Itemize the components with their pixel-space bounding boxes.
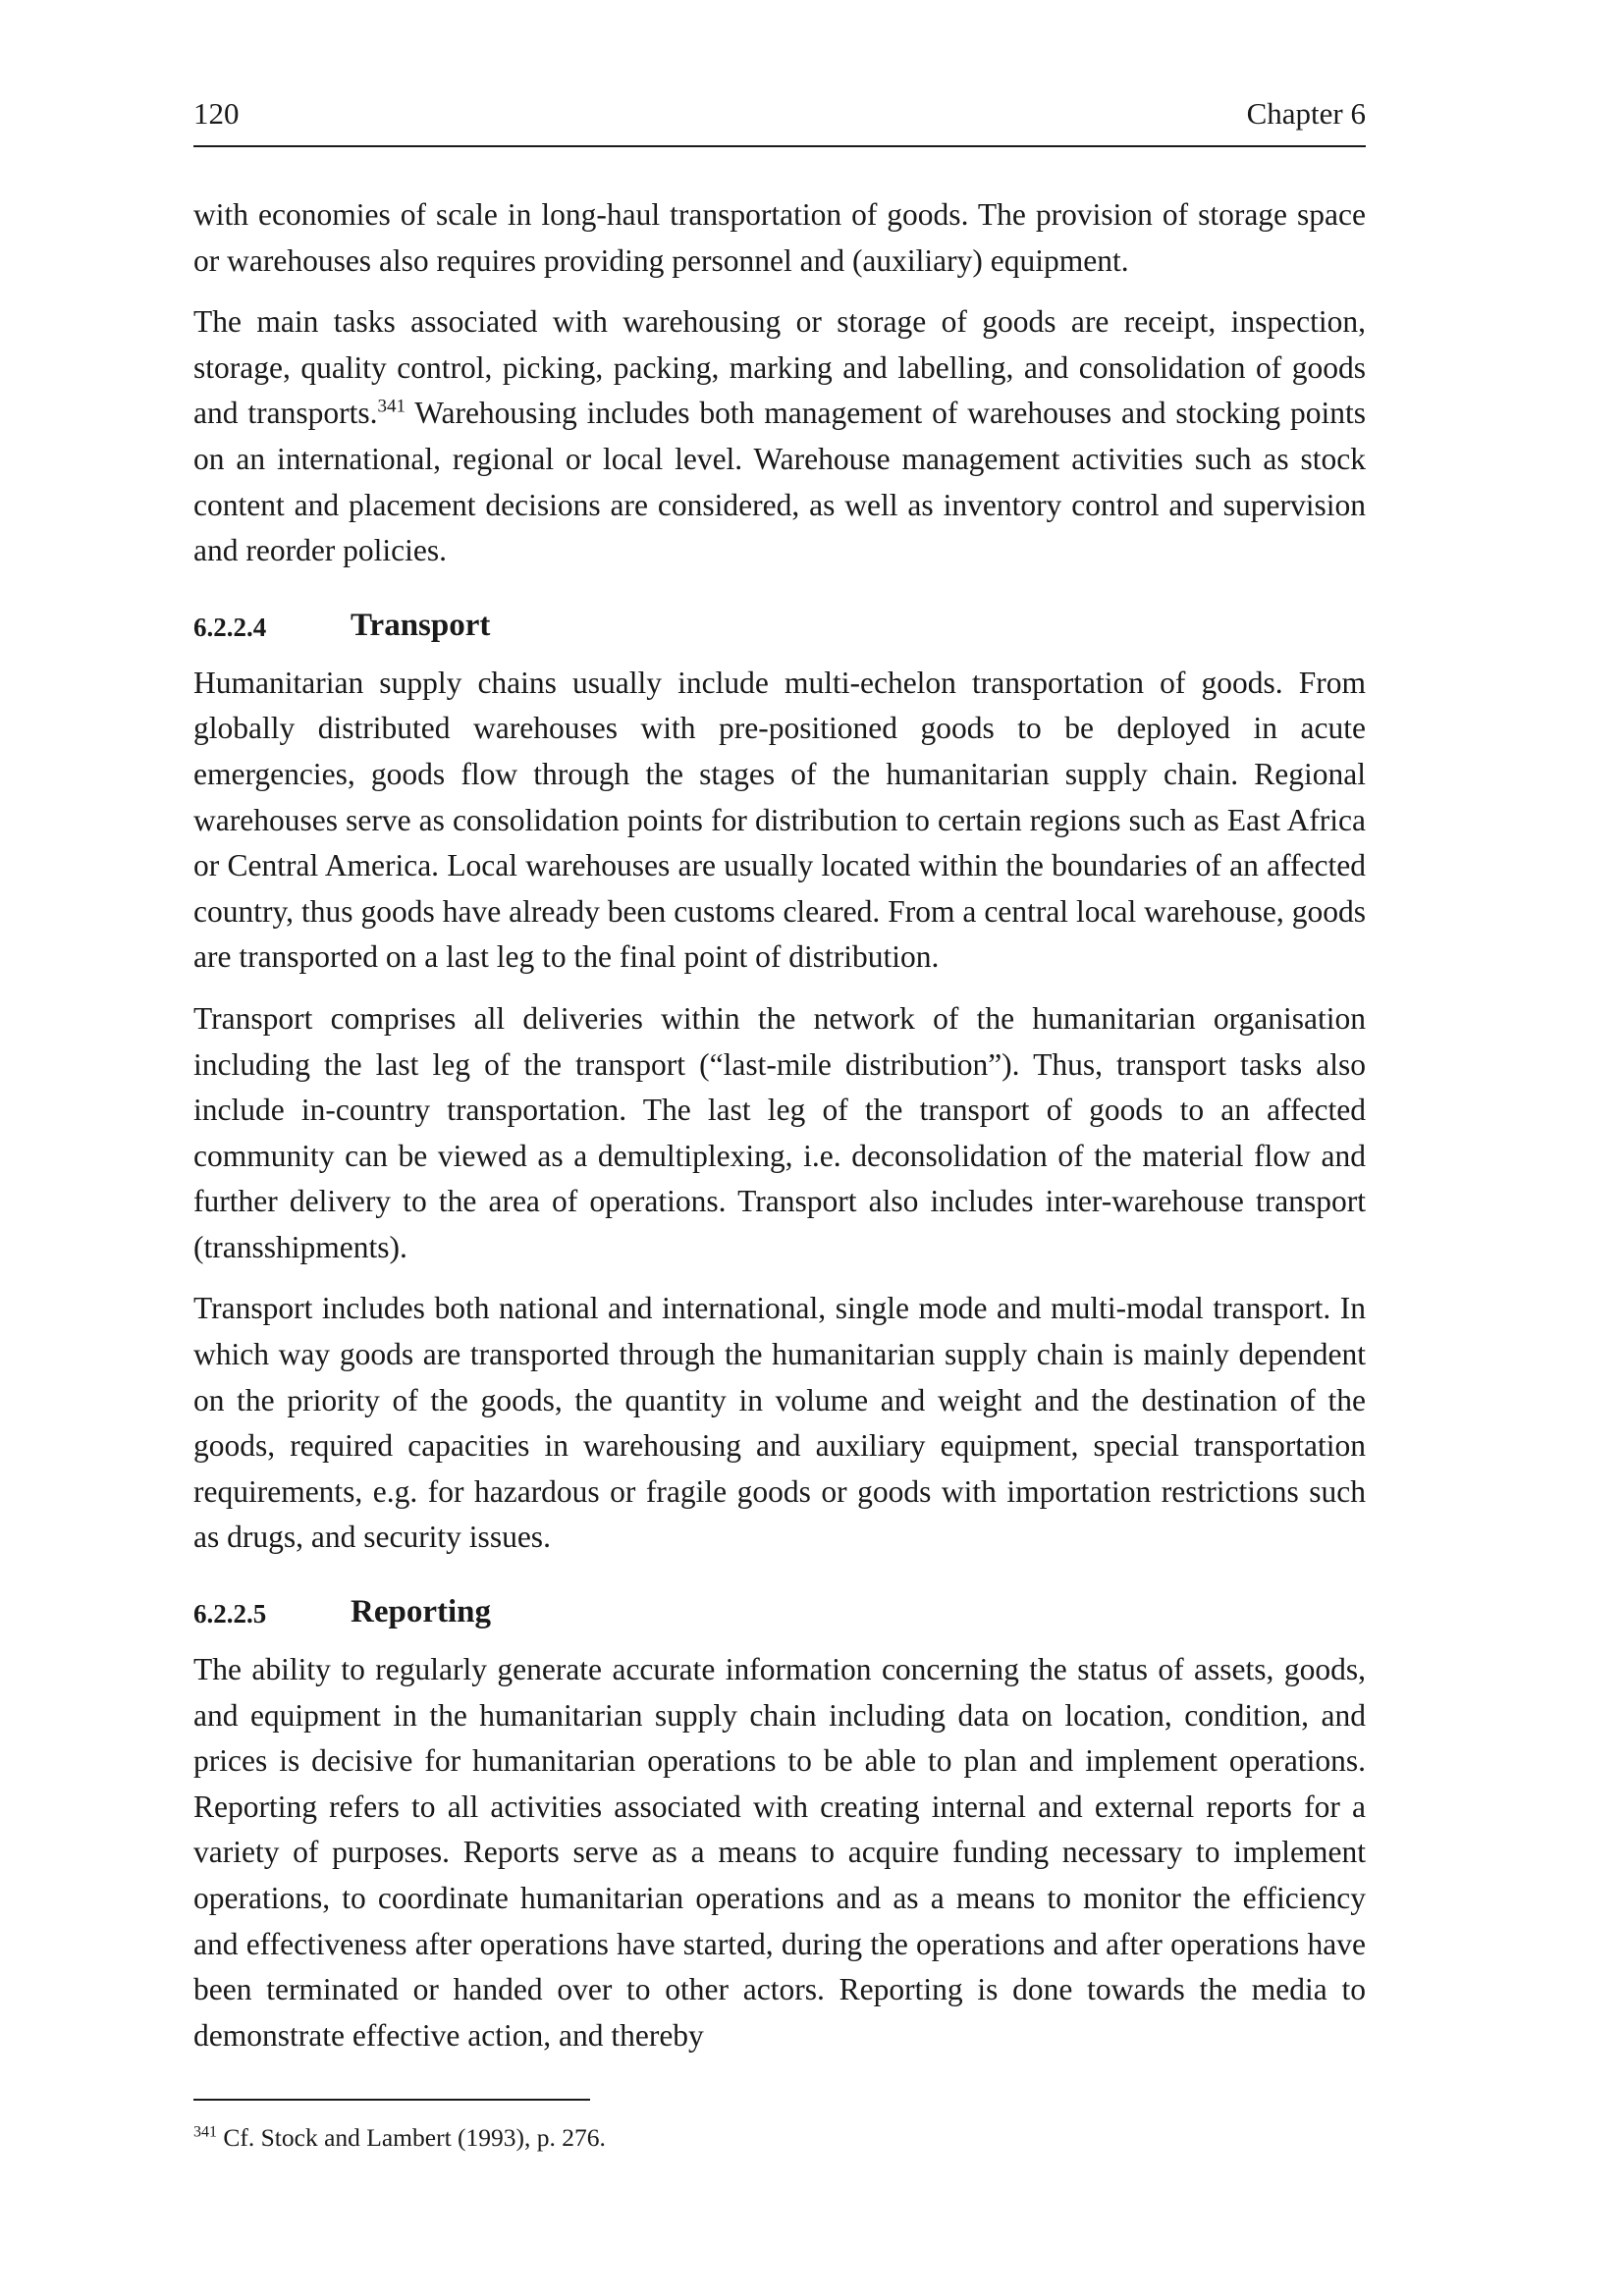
paragraph-warehousing-tasks-part1: The main tasks associated with warehousing or storage of goods are receipt, inspection, storage, quality control, picking, packing, marking and labelling, and consolidation of goods and transports. — [193, 304, 1366, 431]
body-text — [193, 192, 1366, 2074]
section-title: Reporting — [351, 1594, 491, 1630]
footnote-text: Cf. Stock and Lambert (1993), p. 276. — [217, 2123, 606, 2152]
footnote-marker: 341 — [193, 2123, 217, 2141]
running-header — [193, 94, 1366, 147]
paragraph-warehousing-tasks — [193, 299, 1366, 574]
page-number: 120 — [193, 96, 240, 131]
section-number: 6.2.2.4 — [193, 612, 267, 642]
section-title: Transport — [351, 607, 491, 643]
footnote-reference-341[interactable]: 341 — [377, 396, 406, 417]
section-heading-reporting — [193, 1588, 1366, 1637]
footnote-divider — [193, 2099, 590, 2101]
paragraph-transport-modes: Transport includes both national and international, single mode and multi-modal transport. In which way goods are transported through the humanitarian supply chain is mainly dependent on the priority of the goods, the quantity in volume and weight and the destination of the goods, required capacities in warehousing and auxiliary equipment, special transportation requirements, e.g. for hazardous or fragile goods or goods with importation restrictions such as drugs, and security issues. — [193, 1291, 1366, 1555]
section-heading-transport — [193, 602, 1366, 651]
paragraph-multi-echelon: Humanitarian supply chains usually include multi-echelon transportation of goods. From globally distributed warehouses with pre-positioned goods to be deployed in acute emergencies, goods flow through the stages of the humanitarian supply chain. Regional warehouses serve as consolidation points for distribution to certain regions such as East Africa or Central America. Local warehouses are usually located within the boundaries of an affected country, thus goods have already been customs cleared. From a central local warehouse, goods are transported on a last leg to the final point of distribution. — [193, 665, 1366, 975]
paragraph-warehousing-tasks-part2: Warehousing includes both management of warehouses and stocking points on an international, regional or local level. Warehouse management activities such as stock content and placement decisions are considered, as well as inventory control and supervision and reorder policies. — [193, 396, 1366, 568]
paragraph-reporting: The ability to regularly generate accurate information concerning the status of assets, goods, and equipment in the humanitarian supply chain including data on location, condition, and prices is decisive for humanitarian operations to be able to plan and implement operations. Reporting refers to all activities associated with creating internal and external reports for a variety of purposes. Reports serve as a means to acquire funding necessary to implement operations, to coordinate humanitarian operations and as a means to monitor the efficiency and effectiveness after operations have started, during the operations and after operations have been terminated or handed over to other actors. Reporting is done towards the media to demonstrate effective action, and thereby — [193, 1652, 1366, 2053]
chapter-label: Chapter 6 — [1246, 96, 1366, 131]
paragraph-warehouse-continuation: with economies of scale in long-haul transportation of goods. The provision of storage space or warehouses also requires providing personnel and (auxiliary) equipment. — [193, 197, 1366, 278]
footnote-341 — [193, 2120, 1366, 2156]
paragraph-transport-deliveries: Transport comprises all deliveries within the network of the humanitarian organisation including the last leg of the transport (“last-mile distribution”). Thus, transport tasks also include in-country transportation. The last leg of the transport of goods to an affected community can be viewed as a demultiplexing, i.e. deconsolidation of the material flow and further delivery to the area of operations. Transport also includes inter-warehouse transport (transshipments). — [193, 1000, 1366, 1264]
section-number: 6.2.2.5 — [193, 1599, 267, 1629]
